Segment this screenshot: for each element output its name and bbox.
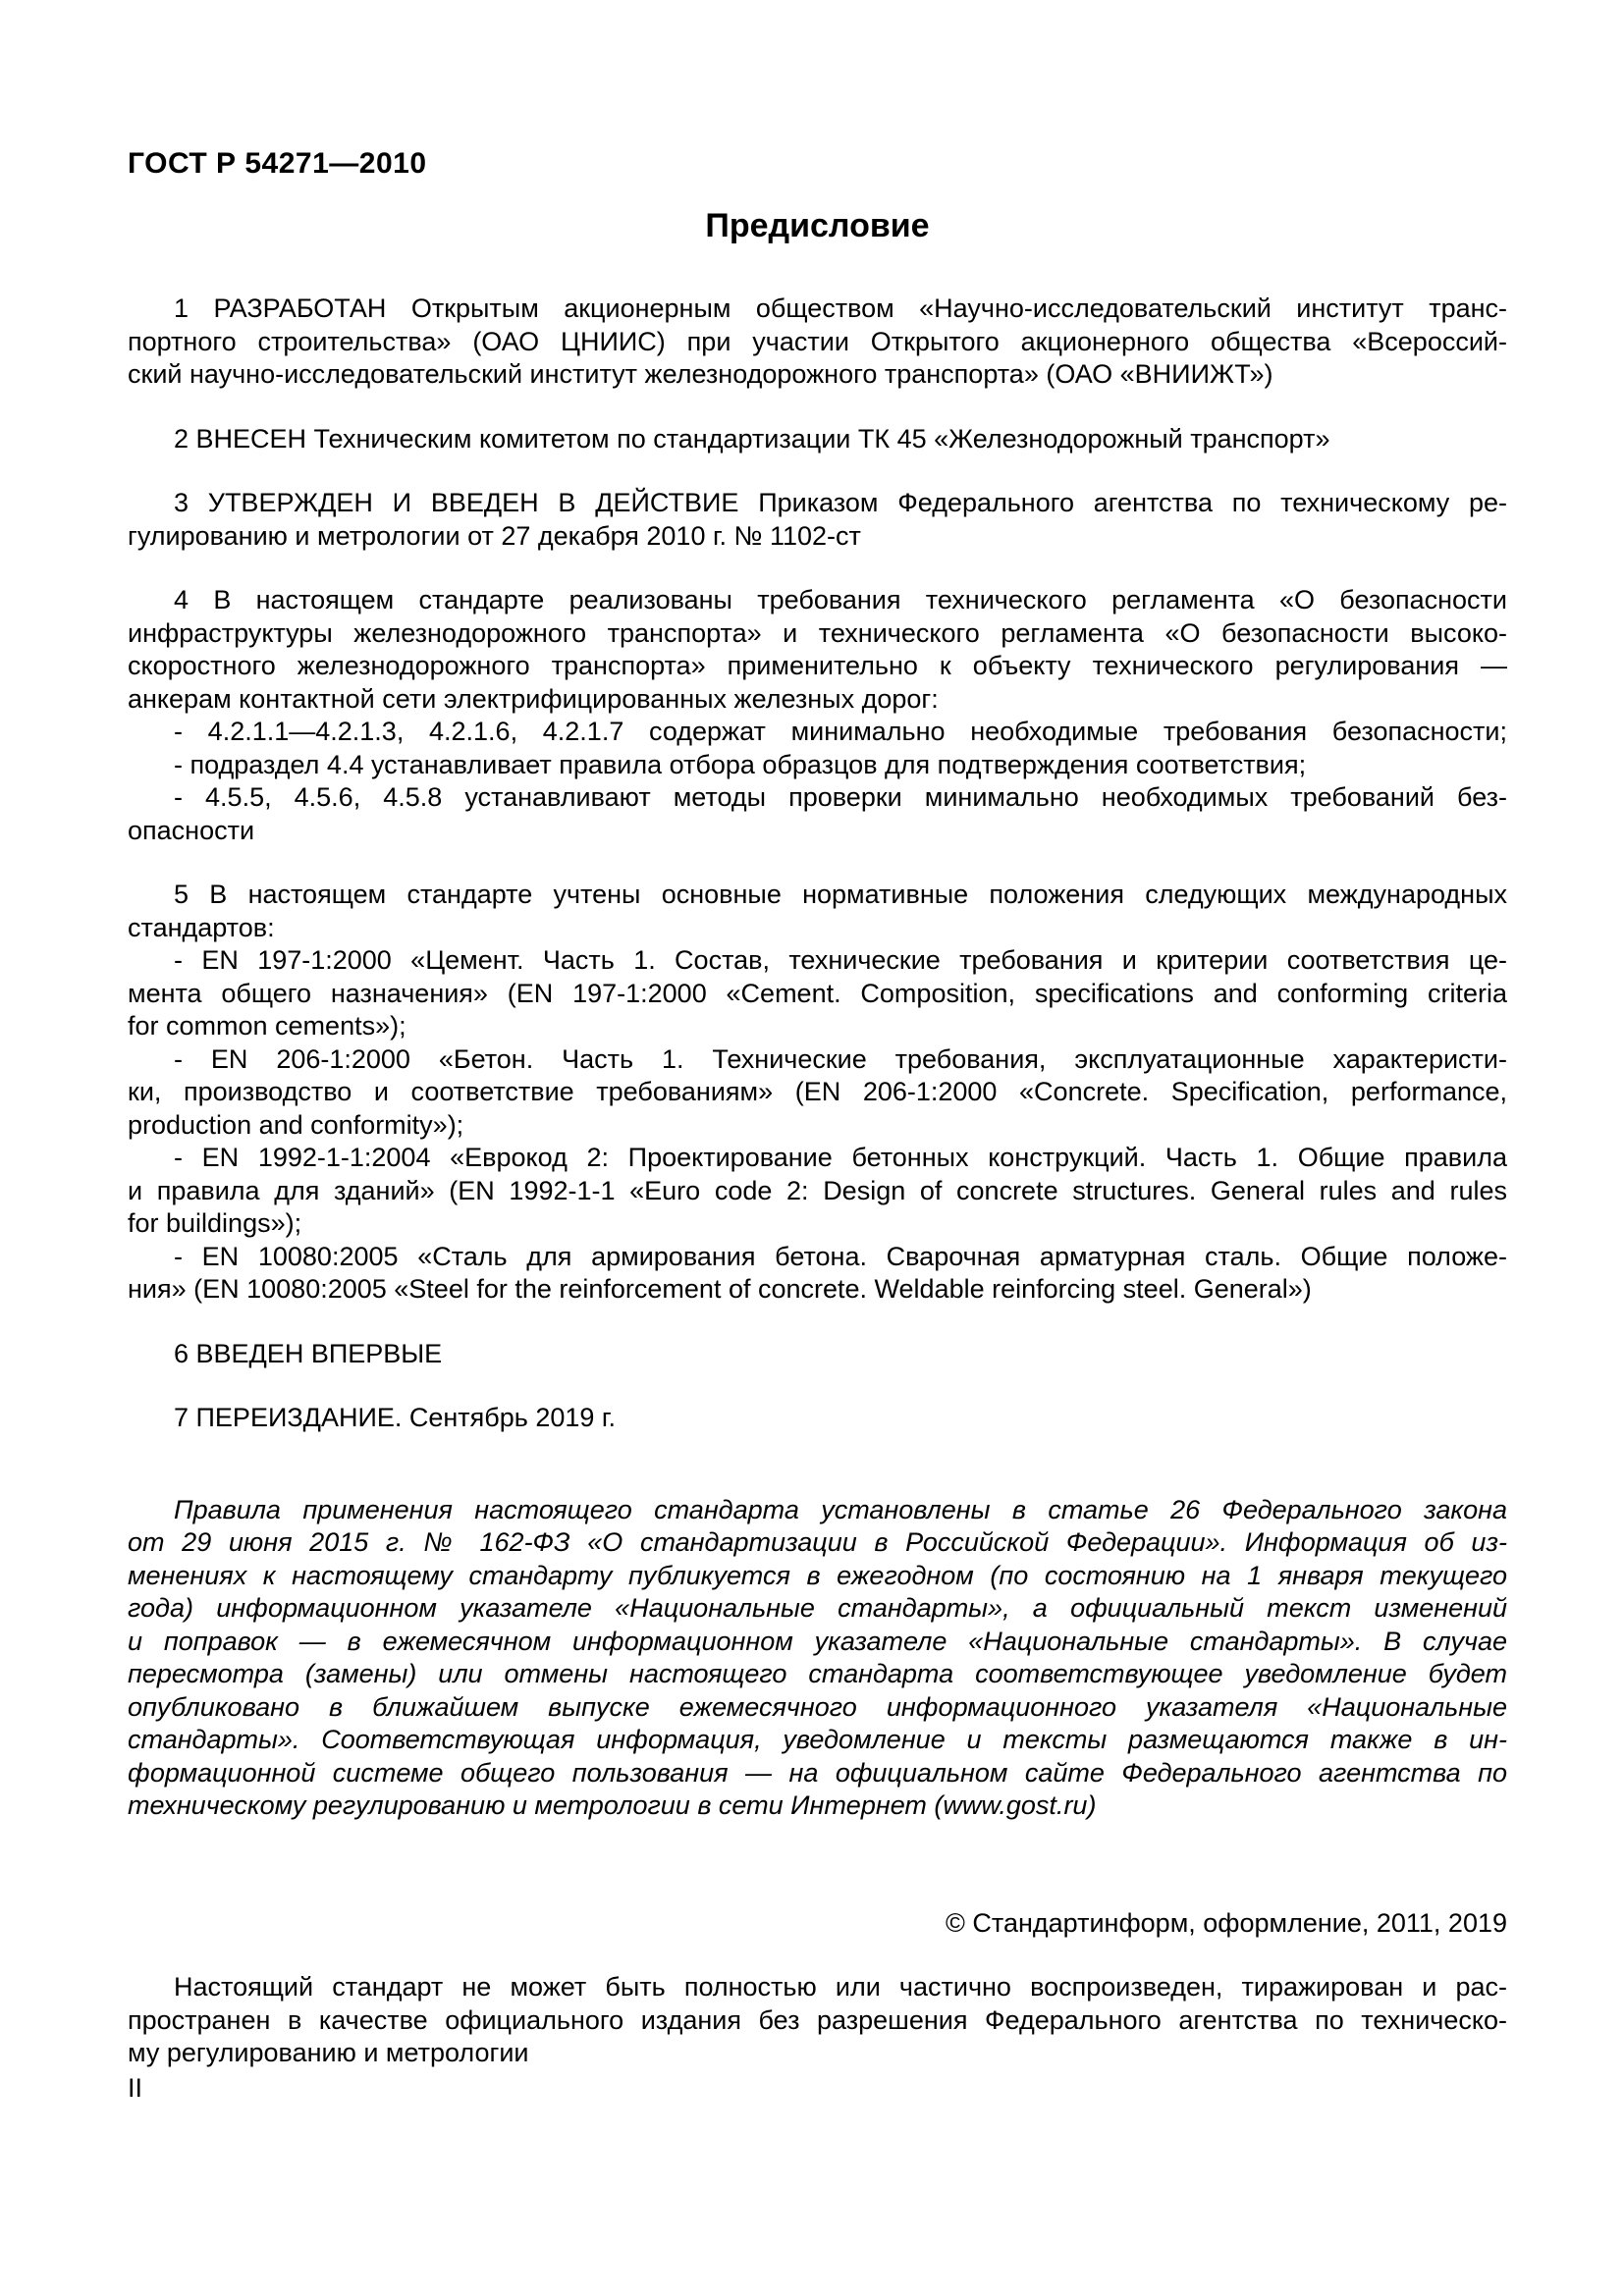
text-line: - EN 206-1:2000 «Бетон. Часть 1. Технические требования, эксплуатационные характеристи- bbox=[174, 1043, 1507, 1074]
text-line: 7 ПЕРЕИЗДАНИЕ. Сентябрь 2019 г. bbox=[174, 1403, 616, 1432]
copyright-line: © Стандартинформ, оформление, 2011, 2019 bbox=[946, 1907, 1507, 1938]
text-line: стандартов: bbox=[128, 912, 275, 942]
text-line: for common cements»); bbox=[128, 1011, 406, 1041]
text-line: - EN 197-1:2000 «Цемент. Часть 1. Состав, технические требования и критерии соответствия це- bbox=[174, 945, 1507, 975]
text-line: ния» (EN 10080:2005 «Steel for the reinforcement of concrete. Weldable reinforcing steel. General») bbox=[128, 1274, 1312, 1304]
text-line: мента общего назначения» (EN 197-1:2000 «Cement. Composition, specifications and conforming criteria bbox=[128, 978, 1507, 1008]
application-rules-note bbox=[128, 1494, 1507, 1823]
reproduction-restriction bbox=[128, 1971, 1507, 2070]
text-line: Правила применения настоящего стандарта установлены в статье 26 Федерального закона bbox=[174, 1494, 1507, 1524]
restriction-content bbox=[128, 1971, 1507, 2070]
text-line: стандарты». Соответствующая информация, уведомление и тексты размещаются также в ин- bbox=[128, 1725, 1507, 1754]
text-line: ский научно-исследовательский институт железнодорожного транспорта» (ОАО «ВНИИЖТ») bbox=[128, 359, 1273, 389]
clause-7-reissue bbox=[128, 1402, 1507, 1435]
text-line: менениях к настоящему стандарту публикуется в ежегодном (по состоянию на 1 января текущего bbox=[128, 1560, 1507, 1590]
page-title: Предисловие bbox=[705, 207, 930, 244]
text-line: - EN 10080:2005 «Сталь для армирования бетона. Сварочная арматурная сталь. Общие положе- bbox=[174, 1241, 1507, 1271]
document-code: ГОСТ Р 54271—2010 bbox=[128, 147, 427, 180]
clause-1-developed bbox=[128, 293, 1507, 392]
text-line: 4 В настоящем стандарте реализованы требования технического регламента «О безопасности bbox=[174, 585, 1507, 614]
text-line: - EN 1992-1-1:2004 «Еврокод 2: Проектирование бетонных конструкций. Часть 1. Общие правила bbox=[174, 1143, 1507, 1172]
text-line: техническому регулированию и метрологии в сети Интернет (www.gost.ru) bbox=[128, 1790, 1097, 1820]
text-line: - 4.5.5, 4.5.6, 4.5.8 устанавливают методы проверки минимально необходимых требований без- bbox=[174, 782, 1507, 812]
text-line: Настоящий стандарт не может быть полностью или частично воспроизведен, тиражирован и рас- bbox=[174, 1972, 1507, 2002]
text-line: 5 В настоящем стандарте учтены основные нормативные положения следующих международных bbox=[174, 880, 1507, 909]
text-line: 2 ВНЕСЕН Техническим комитетом по стандартизации ТК 45 «Железнодорожный транспорт» bbox=[174, 423, 1330, 454]
clause-6-first-edition bbox=[128, 1338, 1507, 1371]
page-number: II bbox=[128, 2072, 143, 2103]
text-line: скоростного железнодорожного транспорта» применительно к объекту технического регулирования — bbox=[128, 651, 1507, 680]
text-line: анкерам контактной сети электрифицированных железных дорог: bbox=[128, 683, 939, 714]
text-line: и правила для зданий» (EN 1992-1-1 «Euro code 2: Design of concrete structures. General rules and rules bbox=[128, 1175, 1507, 1205]
text-line: портного строительства» (ОАО ЦНИИС) при участии Открытого акционерного общества «Всероссий- bbox=[128, 326, 1507, 356]
text-line: 3 УТВЕРЖДЕН И ВВЕДЕН В ДЕЙСТВИЕ Приказом Федерального агентства по техническому ре- bbox=[174, 488, 1507, 517]
text-line: от 29 июня 2015 г. № 162-ФЗ «О стандартизации в Российской Федерации». Информация об из- bbox=[128, 1527, 1507, 1557]
text-line: формационной системе общего пользования — на официальном сайте Федерального агентства по bbox=[128, 1757, 1507, 1788]
text-line: гулированию и метрологии от 27 декабря 2010 г. № 1102-ст bbox=[128, 520, 861, 551]
text-line: опасности bbox=[128, 815, 255, 845]
foreword-content bbox=[128, 293, 1507, 1823]
text-line: и поправок — в ежемесячном информационном указателе «Национальные стандарты». В случае bbox=[128, 1626, 1507, 1656]
text-line: опубликовано в ближайшем выпуске ежемесячного информационного указателя «Национальные bbox=[128, 1691, 1507, 1722]
clause-2-submitted bbox=[128, 423, 1507, 456]
text-line: му регулированию и метрологии bbox=[128, 2038, 529, 2067]
clause-3-approved bbox=[128, 487, 1507, 553]
text-line: инфраструктуры железнодорожного транспорта» и технического регламента «О безопасности высоко- bbox=[128, 617, 1507, 648]
text-line: 6 ВВЕДЕН ВПЕРВЫЕ bbox=[174, 1338, 443, 1368]
text-line: 1 РАЗРАБОТАН Открытым акционерным обществом «Научно-исследовательский институт транс- bbox=[174, 294, 1507, 323]
text-line: ки, производство и соответствие требованиям» (EN 206-1:2000 «Concrete. Specification, performance, bbox=[128, 1077, 1507, 1106]
text-line: пересмотра (замены) или отмены настоящего стандарта соответствующее уведомление будет bbox=[128, 1659, 1507, 1688]
text-line: - 4.2.1.1—4.2.1.3, 4.2.1.6, 4.2.1.7 содержат минимально необходимые требования безопасности; bbox=[174, 717, 1507, 746]
clause-4-requirements bbox=[128, 584, 1507, 847]
clause-5-international-standards bbox=[128, 879, 1507, 1307]
text-line: года) информационном указателе «Национальные стандарты», а официальный текст изменений bbox=[128, 1593, 1507, 1623]
text-line: for buildings»); bbox=[128, 1208, 302, 1238]
text-line: - подраздел 4.4 устанавливает правила отбора образцов для подтверждения соответствия; bbox=[174, 749, 1307, 779]
text-line: production and conformity»); bbox=[128, 1109, 464, 1140]
text-line: пространен в качестве официального издания без разрешения Федерального агентства по техническо- bbox=[128, 2004, 1507, 2035]
